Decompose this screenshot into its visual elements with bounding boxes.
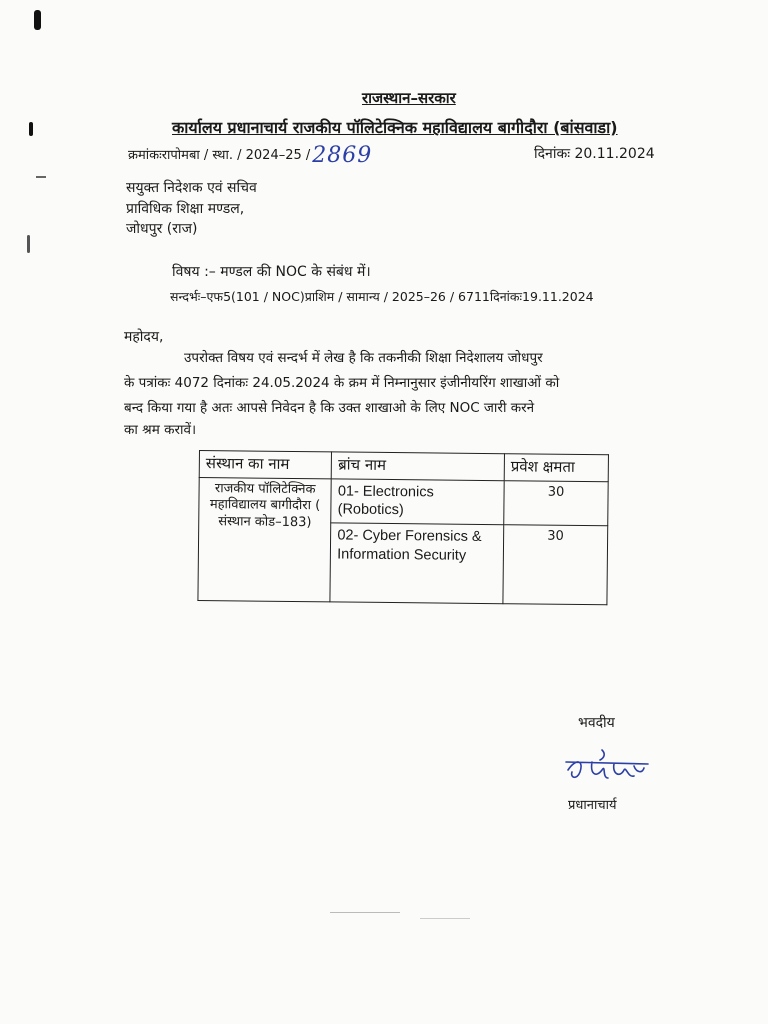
scan-mark: [29, 122, 33, 136]
branch-cell: 02- Cyber Forensics & Information Security: [330, 523, 504, 604]
closing-yours: भवदीय: [578, 715, 615, 731]
scan-mark: [330, 912, 400, 913]
office-heading: कार्यालय प्रधानाचार्य राजकीय पॉलिटेक्निक महाविद्यालय बागीदौरा (बांसवाडा): [172, 118, 618, 137]
body-line-3: बन्द किया गया है अतः आपसे निवेदन है कि उक्त शाखाओ के लिए NOC जारी करने: [124, 400, 535, 416]
reference-number: [128, 140, 373, 168]
table-row: [199, 477, 608, 526]
institution-cell: राजकीय पॉलिटेक्निक महाविद्यालय बागीदौरा ( संस्थान कोड–183): [198, 477, 332, 602]
scan-mark: [420, 918, 470, 919]
government-heading: राजस्थान–सरकार: [362, 89, 456, 107]
capacity-cell: 30: [504, 480, 608, 526]
letter-date: दिनांकः 20.11.2024: [534, 146, 655, 162]
addressee-line-1: सयुक्त निदेशक एवं सचिव: [126, 180, 257, 196]
body-line-2: के पत्रांकः 4072 दिनांकः 24.05.2024 के क्रम में निम्नानुसार इंजीनीयरिंग शाखाओं को: [124, 375, 560, 391]
salutation: महोदय,: [124, 329, 164, 345]
scan-mark: [34, 10, 41, 30]
reference-number-text: क्रमांकःरापोमबा / स्था. / 2024–25 /: [128, 148, 311, 163]
header-branch: ब्रांच नाम: [331, 452, 504, 480]
branch-cell: 01- Electronics (Robotics): [331, 478, 504, 524]
designation: प्रधानाचार्य: [568, 798, 617, 813]
addressee-line-2: प्राविधिक शिक्षा मण्डल,: [126, 201, 245, 217]
reference-line: सन्दर्भः–एफ5(101 / NOC)प्राशिम / सामान्य / 2025–26 / 6711दिनांकः19.11.2024: [170, 289, 594, 304]
header-capacity: प्रवेश क्षमता: [504, 454, 608, 482]
capacity-cell: 30: [503, 525, 608, 605]
body-line-1: उपरोक्त विषय एवं सन्दर्भ में लेख है कि तकनीकी शिक्षा निदेशालय जोधपुर: [184, 350, 543, 366]
signature: [562, 748, 652, 792]
header-institution: संस्थान का नाम: [199, 451, 332, 479]
branch-table: [197, 450, 609, 605]
subject-line: विषय :– मण्डल की NOC के संबंध में।: [172, 264, 371, 280]
scan-mark: [27, 235, 30, 253]
body-line-4: का श्रम करावें।: [124, 422, 197, 438]
handwritten-dispatch-number: 2869: [312, 143, 373, 168]
scan-mark: [36, 176, 46, 178]
addressee-line-3: जोधपुर (राज): [126, 221, 198, 237]
